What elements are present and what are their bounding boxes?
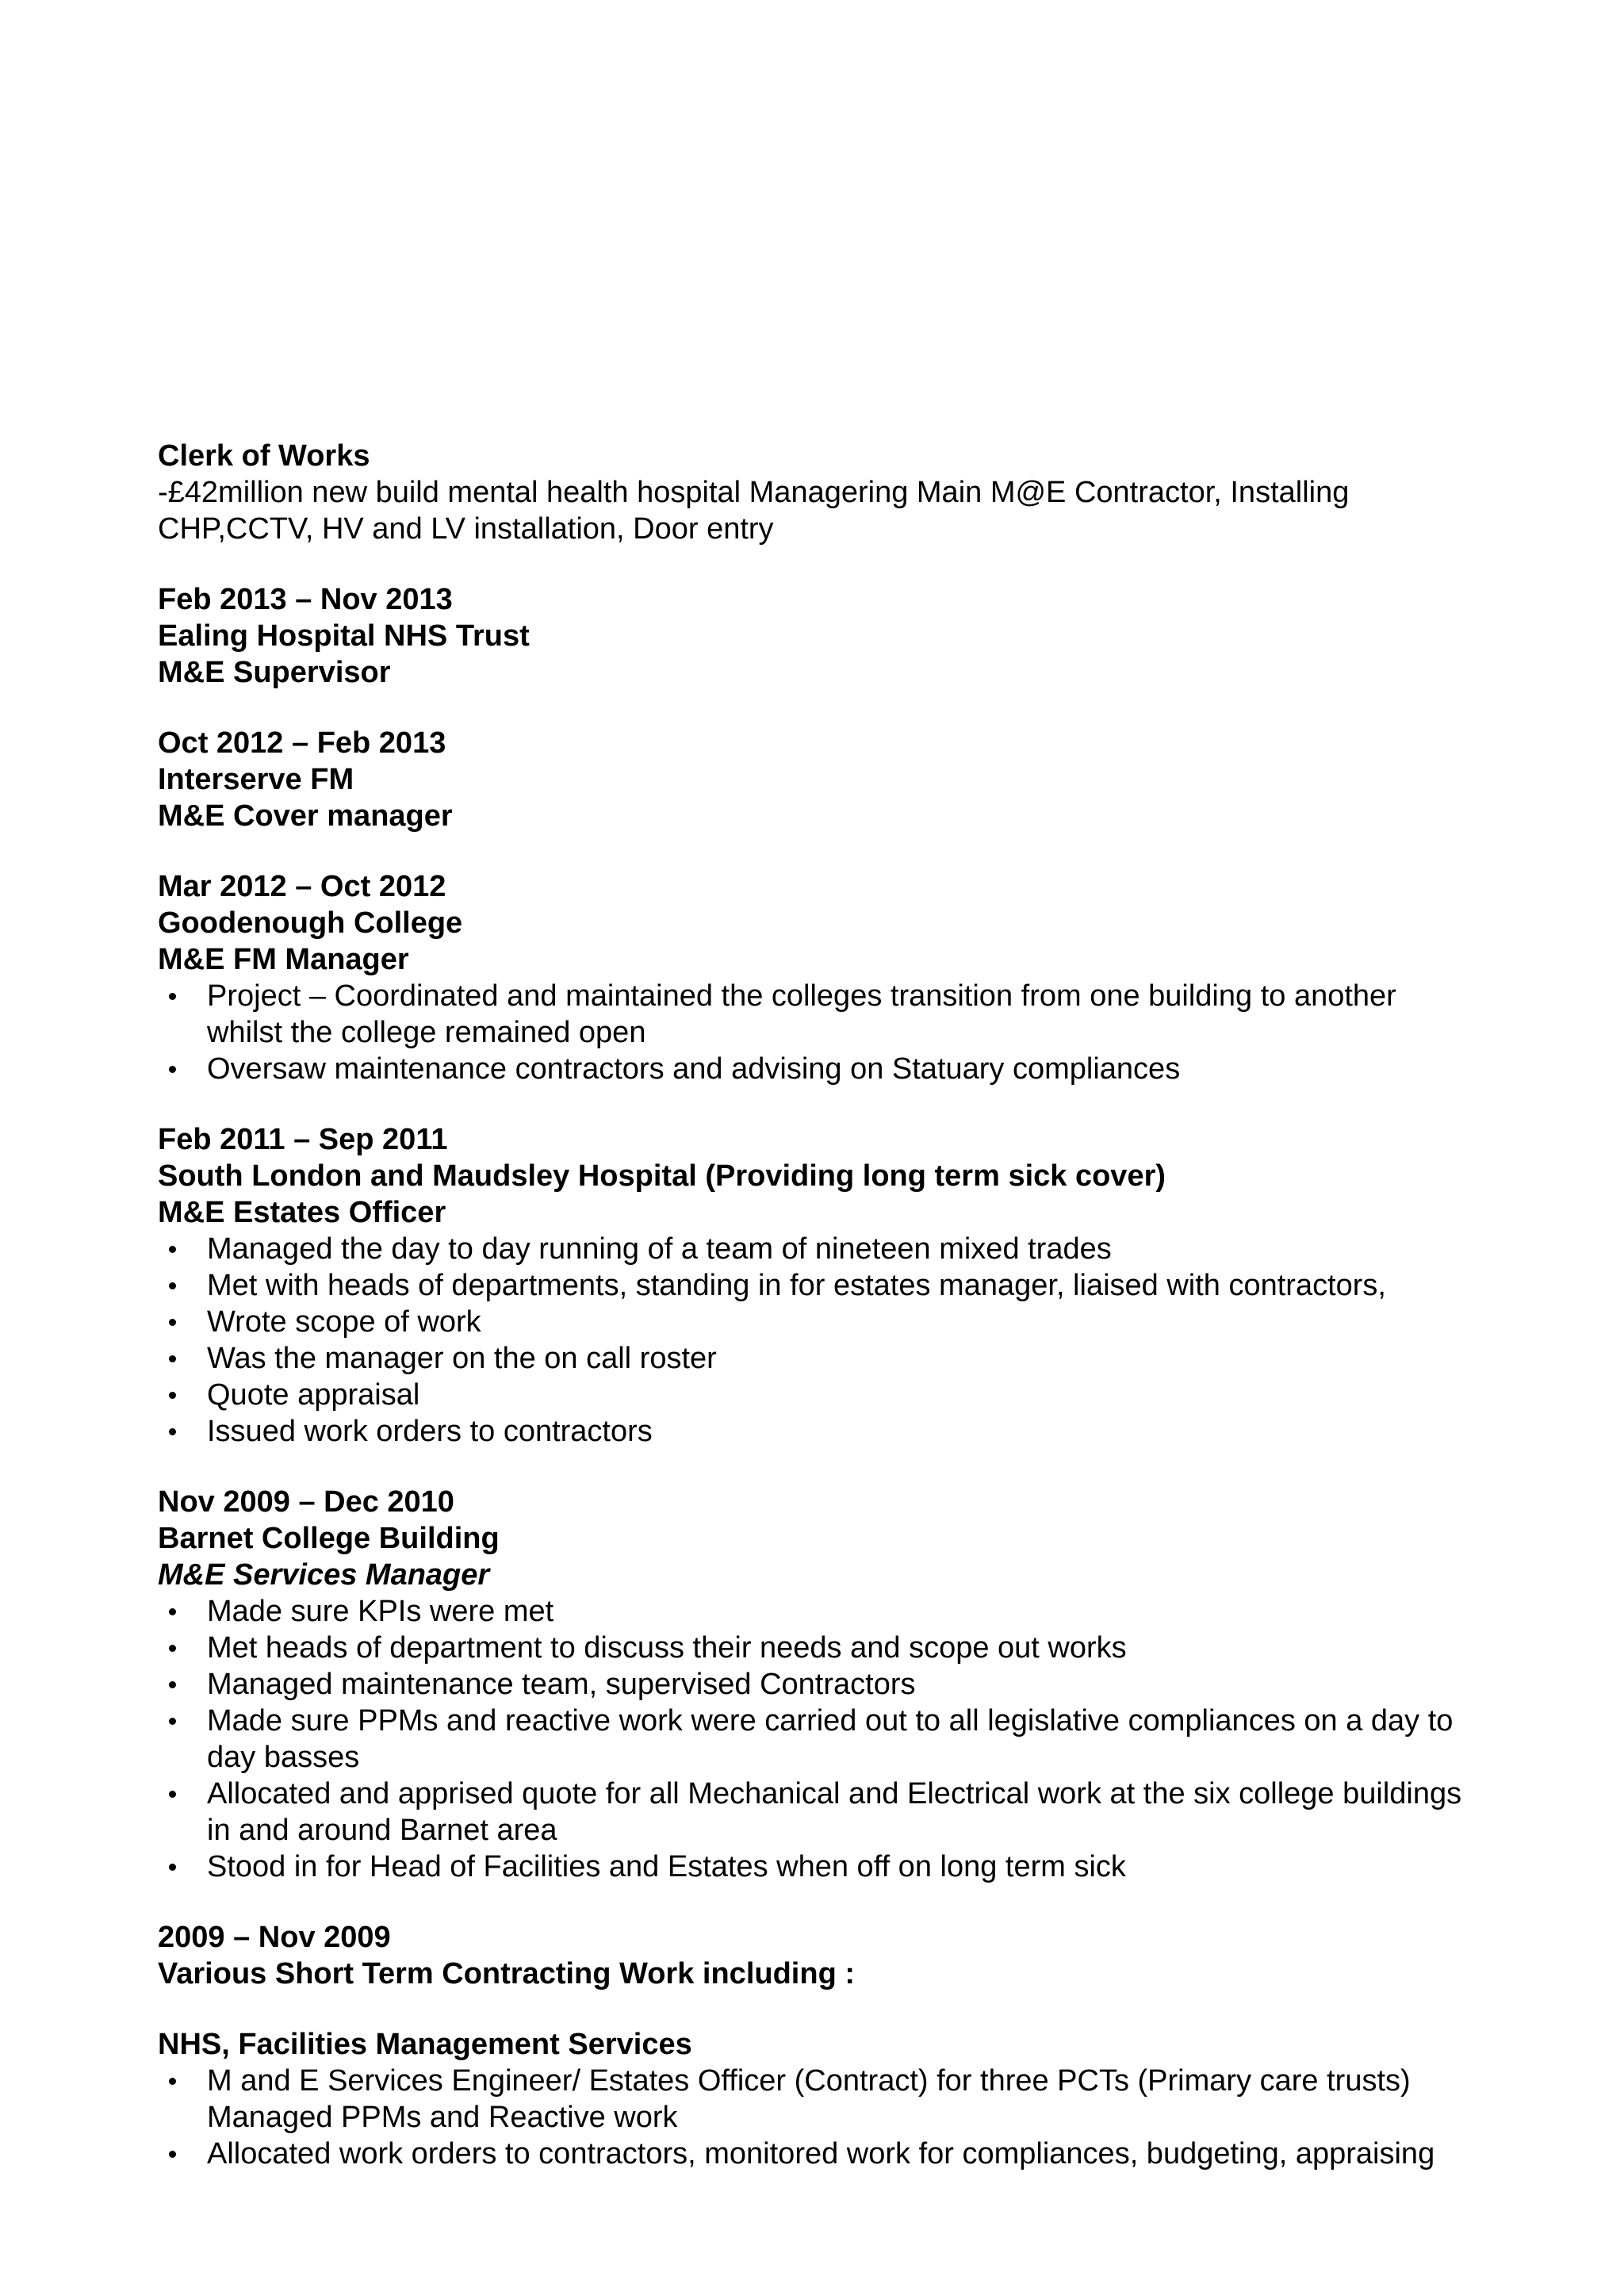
list-item: Quote appraisal: [158, 1377, 1474, 1413]
barnet-employer: Barnet College Building: [158, 1522, 500, 1555]
list-item: Oversaw maintenance contractors and advising on Statuary compliances: [158, 1051, 1474, 1087]
ealing-employer: Ealing Hospital NHS Trust: [158, 619, 530, 653]
bullet-icon: [169, 1282, 176, 1289]
barnet-dates: Nov 2009 – Dec 2010: [158, 1485, 454, 1519]
list-item: Project – Coordinated and maintained the colleges transition from one building to another whilst the college remained open: [158, 978, 1474, 1051]
list-item: Managed the day to day running of a team of nineteen mixed trades: [158, 1231, 1474, 1267]
list-item: Allocated and apprised quote for all Mechanical and Electrical work at the six college buildings in and around Barnet area: [158, 1776, 1474, 1849]
bullet-icon: [169, 993, 176, 1000]
bullet-icon: [169, 1645, 176, 1652]
barnet-bullet-list: [158, 1593, 1474, 1885]
bullet-icon: [169, 2078, 176, 2085]
slam-employer: South London and Maudsley Hospital (Providing long term sick cover): [158, 1159, 1166, 1193]
bullet-icon: [169, 1066, 176, 1073]
nhs-bullet-list: [158, 2063, 1474, 2172]
bullet-icon: [169, 1864, 176, 1871]
bullet-icon: [169, 2151, 176, 2158]
bullet-icon: [169, 1681, 176, 1688]
clerk-description-line-2: CHP,CCTV, HV and LV installation, Door entry: [158, 512, 774, 546]
list-item: Allocated work orders to contractors, monitored work for compliances, budgeting, appraising: [158, 2136, 1474, 2172]
bullet-icon: [169, 1718, 176, 1725]
slam-dates: Feb 2011 – Sep 2011: [158, 1123, 448, 1156]
goodenough-dates: Mar 2012 – Oct 2012: [158, 870, 446, 903]
list-item: Wrote scope of work: [158, 1304, 1474, 1340]
interserve-role: M&E Cover manager: [158, 799, 453, 833]
bullet-icon: [169, 1428, 176, 1435]
ealing-role: M&E Supervisor: [158, 656, 391, 689]
various-heading: Various Short Term Contracting Work including :: [158, 1957, 855, 1990]
list-item: Was the manager on the on call roster: [158, 1340, 1474, 1377]
goodenough-employer: Goodenough College: [158, 906, 463, 940]
ealing-dates: Feb 2013 – Nov 2013: [158, 583, 453, 616]
bullet-icon: [169, 1608, 176, 1615]
list-item: Issued work orders to contractors: [158, 1413, 1474, 1450]
barnet-role: M&E Services Manager: [158, 1558, 490, 1592]
interserve-dates: Oct 2012 – Feb 2013: [158, 726, 446, 760]
list-item: Stood in for Head of Facilities and Estates when off on long term sick: [158, 1849, 1474, 1885]
goodenough-role: M&E FM Manager: [158, 943, 409, 976]
list-item: Made sure PPMs and reactive work were carried out to all legislative compliances on a day to day basses: [158, 1703, 1474, 1776]
list-item: Met heads of department to discuss their needs and scope out works: [158, 1630, 1474, 1666]
nhs-heading: NHS, Facilities Management Services: [158, 2028, 692, 2061]
list-item: Made sure KPIs were met: [158, 1593, 1474, 1630]
cv-page: [158, 438, 1474, 2172]
clerk-title: Clerk of Works: [158, 439, 370, 473]
slam-bullet-list: [158, 1231, 1474, 1450]
bullet-icon: [169, 1392, 176, 1399]
goodenough-bullet-list: [158, 978, 1474, 1087]
list-item: Met with heads of departments, standing in for estates manager, liaised with contractors,: [158, 1267, 1474, 1304]
bullet-icon: [169, 1355, 176, 1362]
bullet-icon: [169, 1246, 176, 1253]
interserve-employer: Interserve FM: [158, 763, 354, 796]
bullet-icon: [169, 1319, 176, 1326]
clerk-description-line-1: -£42million new build mental health hospital Managering Main M@E Contractor, Installing: [158, 476, 1350, 509]
slam-role: M&E Estates Officer: [158, 1196, 446, 1229]
bullet-icon: [169, 1791, 176, 1798]
list-item: M and E Services Engineer/ Estates Officer (Contract) for three PCTs (Primary care trusts) Managed PPMs and Reactive work: [158, 2063, 1474, 2136]
various-dates: 2009 – Nov 2009: [158, 1921, 391, 1954]
list-item: Managed maintenance team, supervised Contractors: [158, 1666, 1474, 1703]
